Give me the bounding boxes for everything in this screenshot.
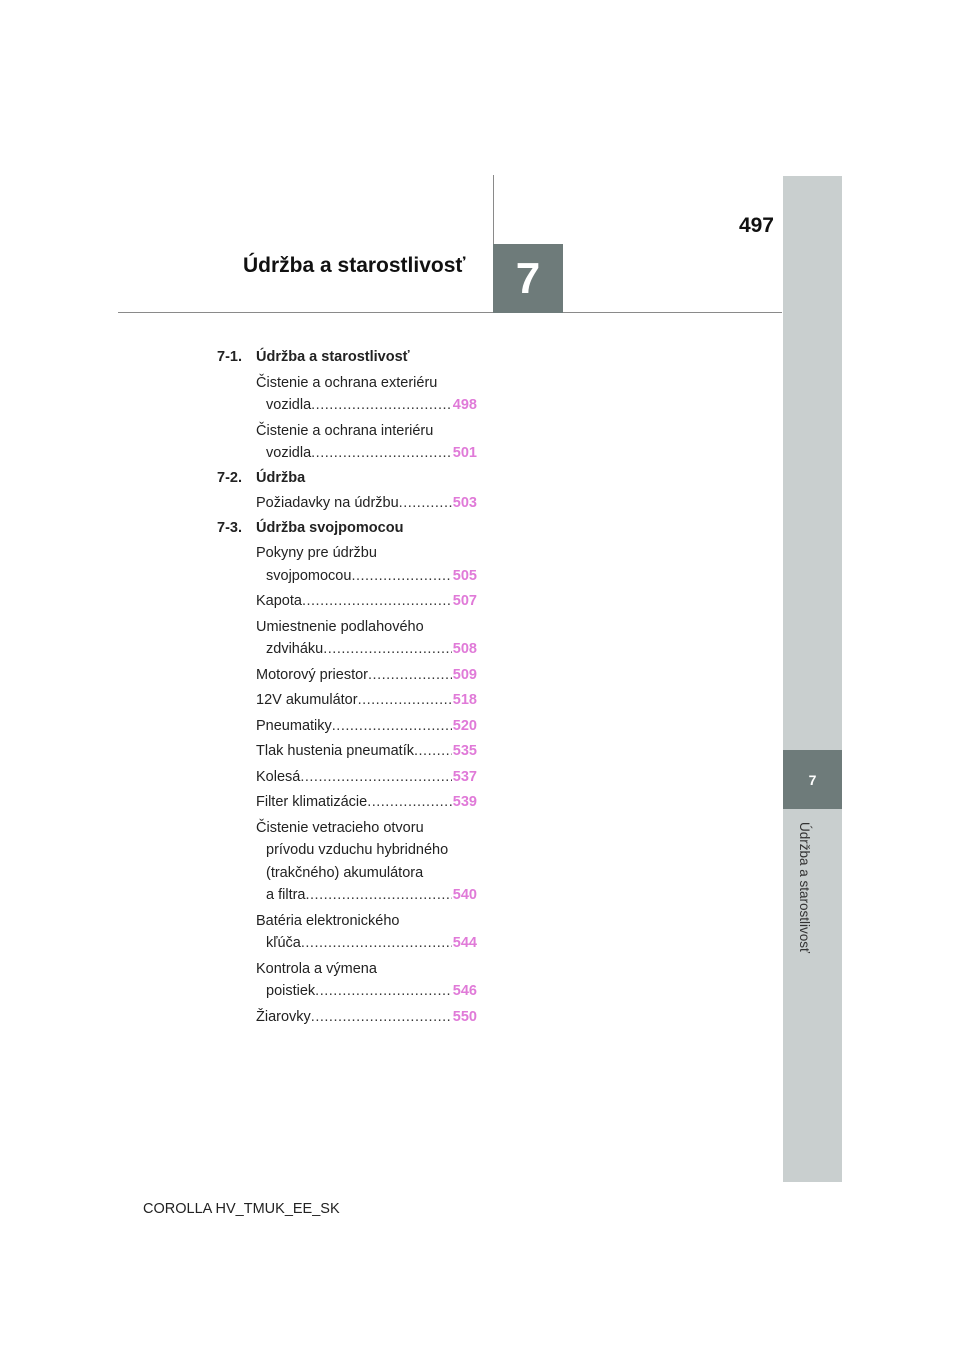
toc-entry[interactable] [256,542,477,587]
leader-dots [368,664,452,687]
chapter-sidebar [783,176,842,1182]
chapter-number: 7 [515,253,541,303]
entry-leader-line [256,442,477,465]
page-link[interactable]: 507 [452,593,477,609]
entry-leader-line [256,740,477,763]
entry-leader-line [256,932,477,955]
entry-title-line: Kontrola a výmena [256,960,377,977]
leader-dots [367,791,452,814]
entry-title-last: Motorový priestor [256,666,369,683]
entry-title-last: Požiadavky na údržbu [256,495,399,511]
page-link[interactable]: 505 [452,567,477,584]
toc-entry[interactable] [256,689,477,712]
page-link[interactable]: 546 [452,983,477,999]
toc-entry[interactable] [256,817,477,907]
entry-leader-line [256,664,477,687]
leader-dots [414,740,452,763]
sidebar-chapter-tab[interactable] [783,750,842,809]
leader-dots [301,932,452,955]
page-link[interactable]: 498 [452,397,477,413]
entry-leader-line [256,980,477,1003]
toc-entry[interactable] [256,590,477,613]
entry-title-last: zdviháku [266,641,324,657]
leader-dots [302,590,452,613]
section-number: 7-2. [217,469,242,486]
leader-dots [306,884,452,907]
toc-entry[interactable] [256,492,477,515]
page-link[interactable]: 518 [452,692,477,708]
toc-entry[interactable] [256,791,477,814]
entry-title-last: vozidla [266,445,312,461]
page-link[interactable]: 503 [452,495,477,511]
entry-title-last: vozidla [266,397,312,413]
entry-title-last: Filter klimatizácie [256,794,368,810]
entry-leader-line [256,689,477,712]
page-link[interactable]: 509 [452,666,477,683]
toc-entry[interactable] [256,372,477,417]
entry-leader-line [256,394,477,417]
leader-dots [358,689,452,712]
entry-title-last: Pneumatiky [256,717,332,734]
leader-dots [323,638,452,661]
page-link[interactable]: 535 [452,743,477,759]
footer-text: COROLLA HV_TMUK_EE_SK [143,1201,340,1217]
leader-dots [311,394,452,417]
sidebar-chapter-title: Údržba a starostlivosť [797,822,812,954]
entry-leader-line [256,590,477,613]
entry-title-last: a filtra [266,887,306,903]
entry-title-last: 12V akumulátor [256,692,358,708]
toc-entry[interactable] [256,740,477,763]
toc-section [217,467,477,490]
entry-title-line: Pokyny pre údržbu [256,545,377,561]
entry-leader-line [256,766,477,789]
entry-title-line: (trakčného) akumulátora [266,864,424,881]
entry-title-line: Čistenie a ochrana exteriéru [256,374,438,391]
page-link[interactable]: 537 [452,768,477,785]
toc-section [217,346,477,369]
page-link[interactable]: 540 [452,887,477,903]
chapter-title: Údržba a starostlivosť [243,254,466,277]
entry-title-line: Čistenie vetracieho otvoru [256,819,424,836]
entry-title-line: Čistenie a ochrana interiéru [256,422,434,439]
sidebar-chapter-number: 7 [808,771,817,788]
entry-title-last: Žiarovky [256,1008,311,1025]
toc-entry[interactable] [256,616,477,661]
entry-leader-line [256,638,477,661]
toc-entry[interactable] [256,766,477,789]
entry-title-line: Umiestnenie podlahového [256,618,424,635]
leader-dots [332,715,452,738]
page-link[interactable]: 501 [452,445,477,461]
page-link[interactable]: 520 [452,717,477,734]
leader-dots [399,492,452,515]
entry-title-last: Kapota [256,593,302,609]
page-link[interactable]: 544 [452,935,477,951]
page-link[interactable]: 550 [452,1008,477,1025]
entry-leader-line [256,715,477,738]
entry-leader-line [256,884,477,907]
entry-title-line: prívodu vzduchu hybridného [266,842,449,858]
section-number: 7-3. [217,519,242,536]
leader-dots [351,565,451,588]
leader-dots [311,442,452,465]
entry-leader-line [256,791,477,814]
leader-dots [315,980,452,1003]
entry-leader-line [256,492,477,515]
chapter-number-box [493,244,563,313]
leader-dots [311,1006,452,1029]
page-number: 497 [738,214,774,237]
section-number: 7-1. [217,349,242,365]
entry-title-last: Kolesá [256,768,301,785]
toc-section [217,517,477,540]
toc-entry[interactable] [256,420,477,465]
entry-title-last: kľúča [266,935,301,951]
page-link[interactable]: 539 [452,794,477,810]
section-title: Údržba svojpomocou [256,519,404,536]
entry-leader-line [256,565,477,588]
section-title: Údržba a starostlivosť [256,349,410,365]
entry-title-last: Tlak hustenia pneumatík [256,743,414,759]
entry-title-last: svojpomocou [266,567,352,584]
toc-entry[interactable] [256,958,477,1003]
section-title: Údržba [256,469,306,486]
page-link[interactable]: 508 [452,641,477,657]
toc-entry[interactable] [256,910,477,955]
header-divider-horizontal [118,312,782,313]
entry-title-line: Batéria elektronického [256,912,400,929]
toc-entry[interactable] [256,1006,477,1029]
leader-dots [300,766,451,789]
entry-leader-line [256,1006,477,1029]
table-of-contents [217,344,477,1028]
entry-title-last: poistiek [266,983,316,999]
toc-entry[interactable] [256,664,477,687]
toc-entry[interactable] [256,715,477,738]
